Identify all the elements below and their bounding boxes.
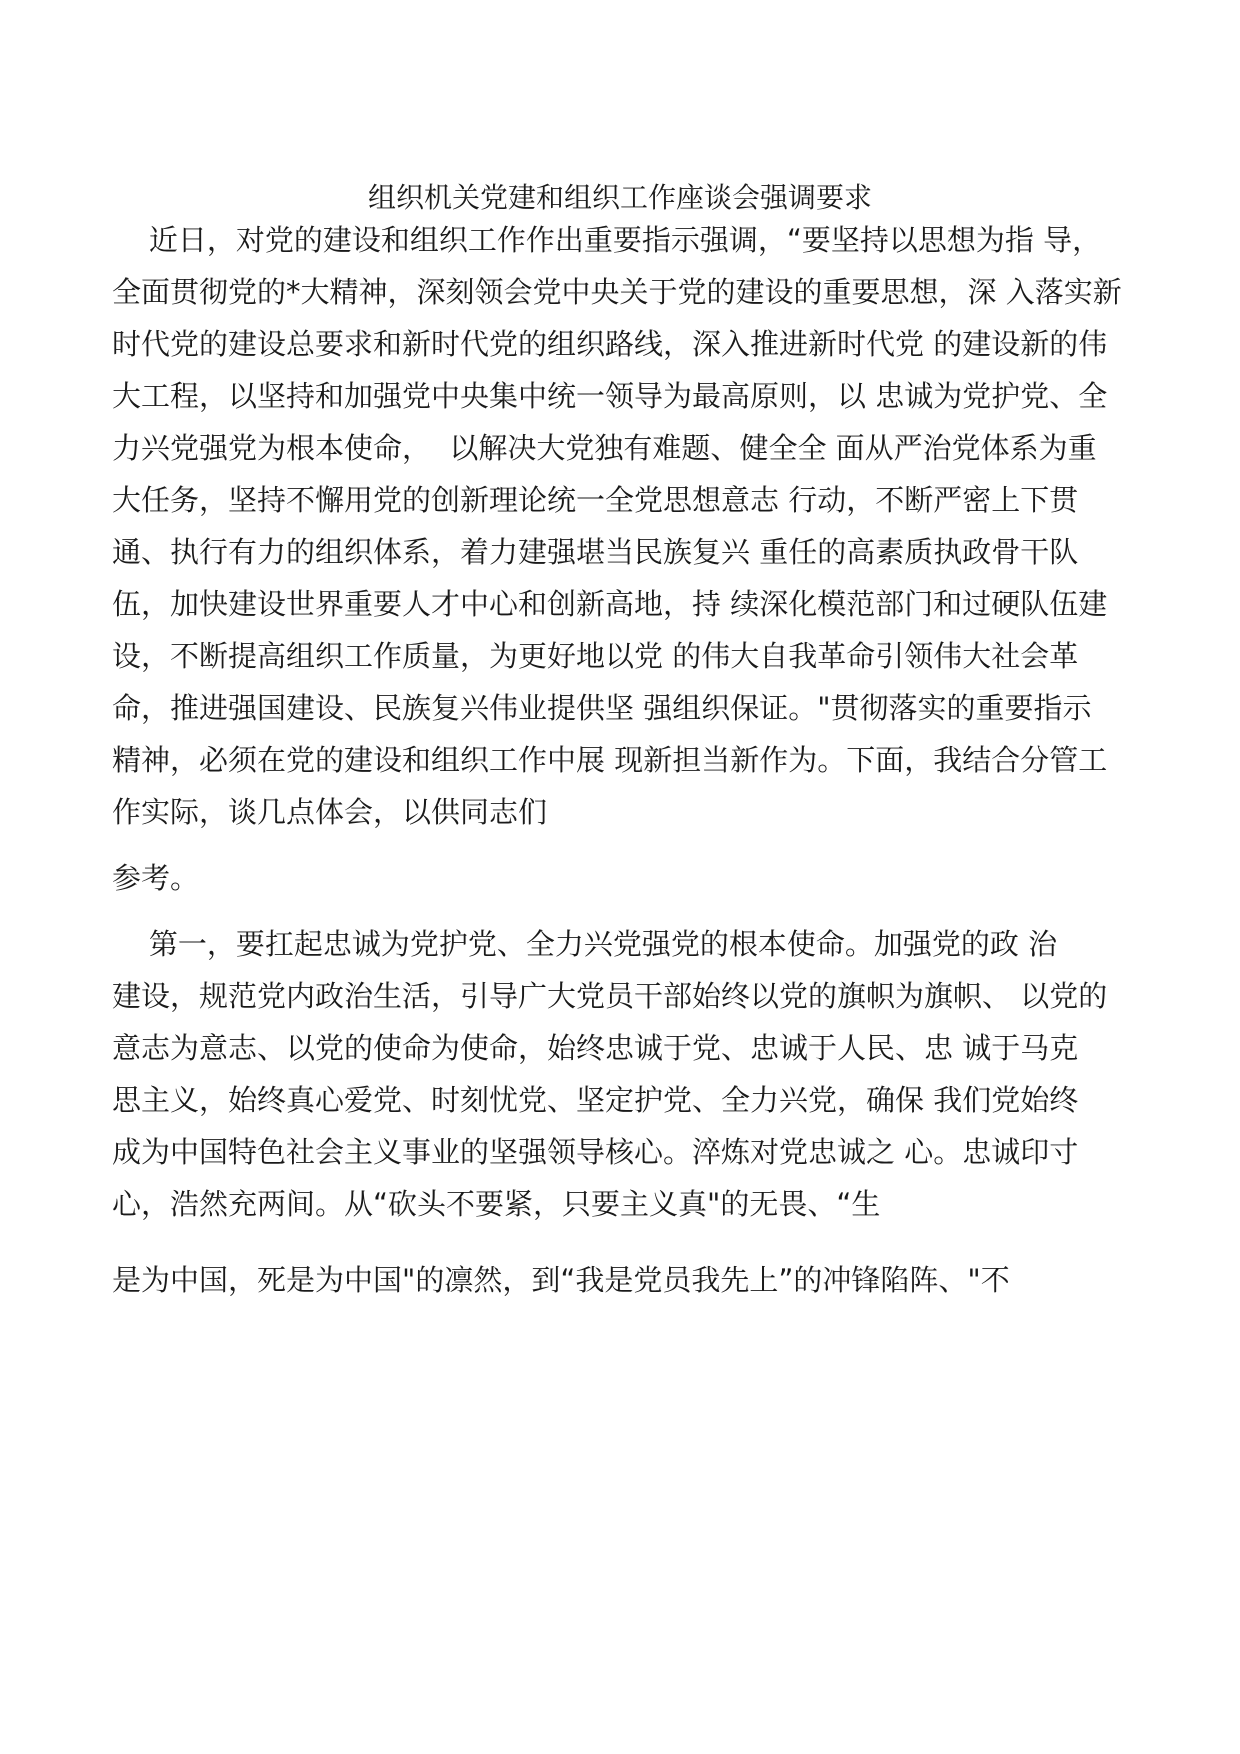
paragraph1-line-12: 作实际，谈几点体会，以供同志们: [112, 795, 548, 829]
paragraph1-line-8: 伍，加快建设世界重要人才中心和创新高地，持 续深化模范部门和过硬队伍建: [112, 587, 1108, 621]
paragraph2-line-1: 第一，要扛起忠诚为党护党、全力兴党强党的根本使命。加强党的政 治: [112, 927, 1058, 961]
paragraph1-line-5: 力兴党强党为根本使命， 以解决大党独有难题、健全全 面从严治党体系为重: [112, 431, 1097, 465]
paragraph1-line-11: 精神，必须在党的建设和组织工作中展 现新担当新作为。下面，我结合分管工: [112, 743, 1108, 777]
paragraph2-line-3: 意志为意志、以党的使命为使命，始终忠诚于党、忠诚于人民、忠 诚于马克: [112, 1031, 1079, 1065]
paragraph1-line-3: 时代党的建设总要求和新时代党的组织路线，深入推进新时代党 的建设新的伟: [112, 327, 1108, 361]
paragraph1-line-4: 大工程，以坚持和加强党中央集中统一领导为最高原则，以 忠诚为党护党、全: [112, 379, 1108, 413]
paragraph2-line-5: 成为中国特色社会主义事业的坚强领导核心。淬炼对党忠诚之 心。忠诚印寸: [112, 1135, 1079, 1169]
paragraph1-line-6: 大任务，坚持不懈用党的创新理论统一全党思想意志 行动，不断严密上下贯: [112, 483, 1079, 517]
paragraph1-line-10: 命，推进强国建设、民族复兴伟业提供坚 强组织保证。"贯彻落实的重要指示: [112, 691, 1092, 725]
paragraph2-tail: 是为中国，死是为中国"的凛然，到“我是党员我先上”的冲锋陷阵、"不: [112, 1263, 1010, 1297]
document-title: 组织机关党建和组织工作座谈会强调要求: [367, 181, 872, 214]
paragraph2-line-2: 建设，规范党内政治生活，引导广大党员干部始终以党的旗帜为旗帜、 以党的: [112, 979, 1108, 1013]
paragraph1-tail: 参考。: [112, 861, 200, 895]
paragraph2-line-4: 思主义，始终真心爱党、时刻忧党、坚定护党、全力兴党，确保 我们党始终: [112, 1083, 1079, 1117]
paragraph2-line-6: 心，浩然充两间。从“砍头不要紧，只要主义真"的无畏、“生: [112, 1187, 881, 1221]
paragraph1-line-9: 设，不断提高组织工作质量，为更好地以党 的伟大自我革命引领伟大社会革: [112, 639, 1079, 673]
paragraph1-line-7: 通、执行有力的组织体系，着力建强堪当民族复兴 重任的高素质执政骨干队: [112, 535, 1079, 569]
paragraph1-line-2: 全面贯彻党的*大精神，深刻领会党中央关于党的建设的重要思想，深 入落实新: [112, 275, 1122, 309]
paragraph1-line-1: 近日，对党的建设和组织工作作出重要指示强调，“要坚持以思想为指 导，: [112, 223, 1102, 257]
